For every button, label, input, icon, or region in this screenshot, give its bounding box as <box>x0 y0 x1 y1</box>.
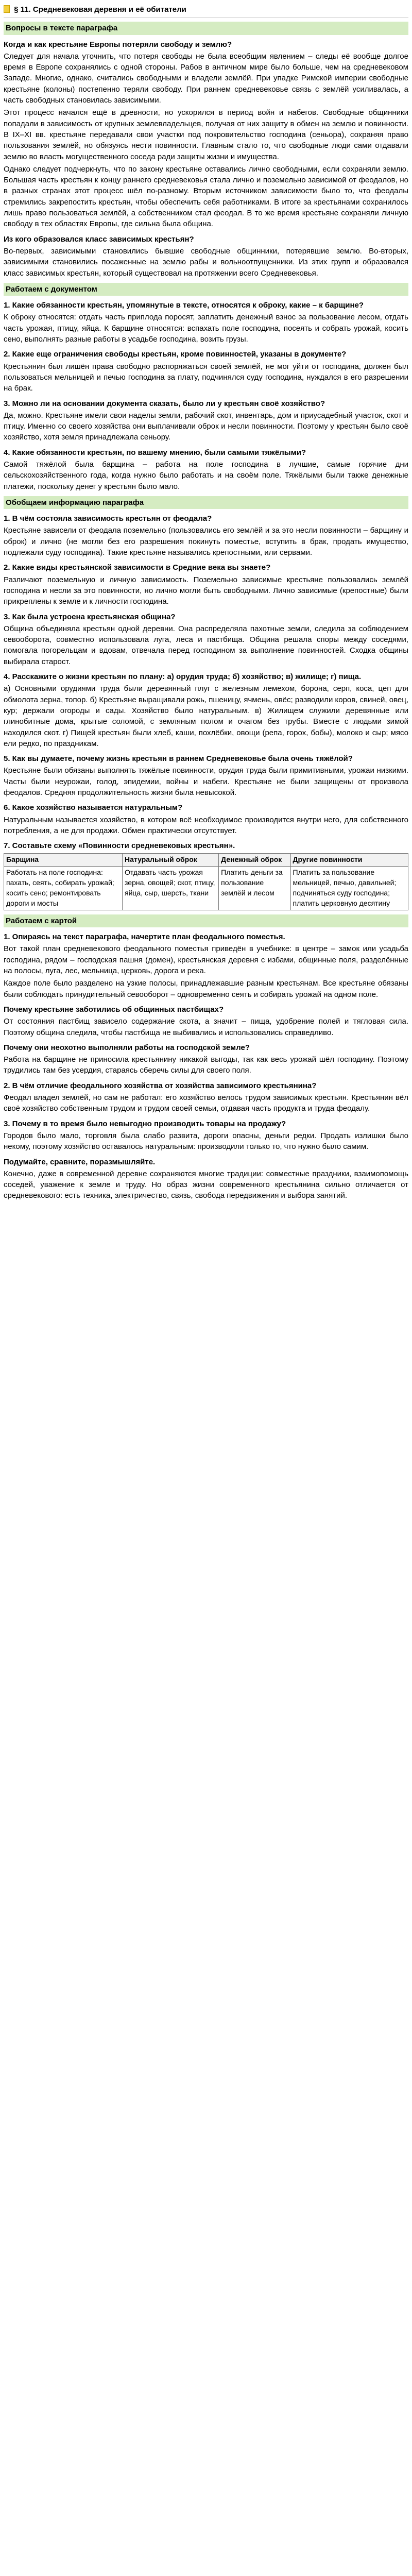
table-cell: Работать на поле господина: пахать, сеять, собирать урожай; косить сено; ремонтировать дороги и мосты <box>4 867 123 910</box>
answer-paragraph: Конечно, даже в современной деревне сохраняются многие традиции: совместные праздники, взаимопомощь соседей, уважение к земле и труду. Но образ жизни современного крестьянина сильно отличается от средневекового: есть техника, электричество, связь, свобода передвижения и выбора занятий. <box>4 1169 408 1200</box>
question: 3. Можно ли на основании документа сказать, было ли у крестьян своё хозяйство? <box>4 399 325 408</box>
document-icon <box>4 5 10 13</box>
question: 6. Какое хозяйство называется натуральным? <box>4 803 183 812</box>
answer-paragraph: Следует для начала уточнить, что потеря свободы не была всеобщим явлением – следы её вообще долгое время в Европе сохранялись с одной стороны. Рабов в античном мире было больше, чем на средневековом Западе. Многие, однако, считались свободными и владели землёй. При упадке Римской империи свободные крестьяне (колоны) постепенно теряли свободу. При раннем средневековье связь с землёй усиливалась, а часть свободных становилась зависимыми. <box>4 52 408 105</box>
answer-paragraph: Крестьяне зависели от феодала поземельно (пользовались его землёй и за это несли повинности – барщину и оброк) и лично (не могли без его разрешения покинуть поместье, вступить в брак, продать имущество, подлежали суду господина). Такие крестьяне назывались крепостными, или сервами. <box>4 526 408 557</box>
table-cell: Отдавать часть урожая зерна, овощей; скот, птицу, яйца, сыр, шерсть, ткани <box>123 867 219 910</box>
question: Подумайте, сравните, поразмышляйте. <box>4 1157 156 1166</box>
duties-table <box>4 853 408 910</box>
table-cell: Платить деньги за пользование землёй и лесом <box>219 867 290 910</box>
answer-paragraph: Феодал владел землёй, но сам не работал: его хозяйство велось трудом зависимых крестьян. Крестьянин вёл своё хозяйство собственным трудом и трудом своей семьи, отдавая часть продукта и труда феодалу. <box>4 1093 408 1113</box>
answer-paragraph: От состояния пастбищ зависело содержание скота, а значит – пища, удобрение полей и тягловая сила. Поэтому община следила, чтобы пастбища не выбивались и использовались справедливо. <box>4 1017 408 1037</box>
answer-paragraph: Во-первых, зависимыми становились бывшие свободные общинники, потерявшие землю. Во-вторых, зависимыми становились посаженные на землю рабы и вольноотпущенники. Из этих групп и образовался класс зависимых крестьян, который существовал на протяжении всего Средневековья. <box>4 246 408 278</box>
section-heading: Вопросы в тексте параграфа <box>4 22 408 35</box>
question: 1. Какие обязанности крестьян, упомянутые в тексте, относятся к оброку, какие – к барщине? <box>4 301 364 310</box>
question: Из кого образовался класс зависимых крестьян? <box>4 234 194 244</box>
section-heading: Обобщаем информацию параграфа <box>4 496 408 509</box>
section-heading: Работаем с документом <box>4 283 408 296</box>
table-header-cell: Барщина <box>4 854 123 867</box>
question: 7. Составьте схему «Повинности средневековых крестьян». <box>4 841 235 851</box>
question: 1. Опираясь на текст параграфа, начертите план феодального поместья. <box>4 933 285 942</box>
question: 1. В чём состояла зависимость крестьян от феодала? <box>4 514 212 523</box>
question: 5. Как вы думаете, почему жизнь крестьян в раннем Средневековье была очень тяжёлой? <box>4 754 353 764</box>
question: 3. Как была устроена крестьянская община? <box>4 612 176 621</box>
answer-paragraph: Крестьяне были обязаны выполнять тяжёлые повинности, орудия труда были примитивными, урожаи низкими. Часты были неурожаи, голод, эпидемии, войны и набеги. Крестьяне не были защищены от произвола феодалов. Средняя продолжительность жизни была невысокой. <box>4 766 408 797</box>
answer-paragraph: Натуральным называется хозяйство, в котором всё необходимое производится внутри него, для собственного потребления, а не для продажи. Обмен практически отсутствует. <box>4 815 408 835</box>
table-header-cell: Другие повинности <box>290 854 408 867</box>
answer-paragraph: Этот процесс начался ещё в древности, но ускорился в период войн и набегов. Свободные общинники попадали в зависимость от крупных землевладельцев, получая от них защиту в обмен на землю и повинности. В IX–XI вв. крестьяне передавали свои участки под покровительство господина (сеньора), сохраняя право пользования землёй, но обязуясь нести повинности. Главным стало то, что свободные люди сами отдавали землю во власть могущественного соседа ради защиты жизни и имущества. <box>4 108 408 161</box>
breadcrumb <box>4 4 408 15</box>
question: 4. Какие обязанности крестьян, по вашему мнению, были самыми тяжёлыми? <box>4 448 306 457</box>
answer-paragraph: Вот такой план средневекового феодального поместья приведён в учебнике: в центре – замок или усадьба господина, рядом – господская пашня (домен), крестьянская деревня с избами, общинные поля, разделённые на полосы, луга, лес, мельница, церковь, дорога и река. <box>4 944 408 976</box>
answer-paragraph: К оброку относятся: отдать часть приплода поросят, заплатить денежный взнос за пользование лесом, отдать часть урожая, птицу, яйца. К барщине относятся: вспахать поле господина, посеять и собрать урожай, косить сено, выполнять разные работы в усадьбе господина, возить грузы. <box>4 313 408 344</box>
question: 4. Расскажите о жизни крестьян по плану: а) орудия труда; б) хозяйство; в) жилище; г) пища. <box>4 672 362 682</box>
answer-paragraph: Самой тяжёлой была барщина – работа на поле господина в лучшие, самые горячие дни сельскохозяйственного года, когда нужно было работать и на своём поле. Тяжёлыми были также денежные платежи, поскольку денег у крестьян было мало. <box>4 460 408 491</box>
page <box>0 0 412 1213</box>
question: Почему крестьяне заботились об общинных пастбищах? <box>4 1005 224 1014</box>
answer-paragraph: Работа на барщине не приносила крестьянину никакой выгоды, так как весь урожай шёл господину. Поэтому трудились там без усердия, стараясь сберечь силы для своего поля. <box>4 1055 408 1075</box>
table-header-cell: Натуральный оброк <box>123 854 219 867</box>
table-cell: Платить за пользование мельницей, печью, давильней; подчиняться суду господина; платить церковную десятину <box>290 867 408 910</box>
breadcrumb-text: § 11. Средневековая деревня и её обитатели <box>14 5 186 14</box>
table-header-cell: Денежный оброк <box>219 854 290 867</box>
answer-paragraph: Община объединяла крестьян одной деревни. Она распределяла пахотные земли, следила за соблюдением севооборота, совместно использовала луга, леса и пастбища. Община решала споры между соседями, помогала погорельцам и вдовам, отвечала перед господином за выполнение повинностей. Сходка общины выбирала старост. <box>4 624 408 666</box>
table-row <box>4 867 408 910</box>
answer-paragraph: Да, можно. Крестьяне имели свои наделы земли, рабочий скот, инвентарь, дом и приусадебный участок, скот и птицу. Именно со своего хозяйства они выплачивали оброк и несли повинности. Поэтому у крестьян было своё хозяйство, хотя земля принадлежала сеньору. <box>4 411 408 442</box>
answer-paragraph: Каждое поле было разделено на узкие полосы, принадлежавшие разным крестьянам. Все крестьяне обязаны были соблюдать принудительный севооборот – одновременно сеять и собирать урожай на одном поле. <box>4 979 408 999</box>
section-heading: Работаем с картой <box>4 914 408 927</box>
question: Почему они неохотно выполняли работы на господской земле? <box>4 1043 250 1052</box>
question: Когда и как крестьяне Европы потеряли свободу и землю? <box>4 40 232 49</box>
answer-paragraph: Крестьянин был лишён права свободно распоряжаться своей землёй, не мог уйти от господина, должен был пользоваться мельницей и печью господина за плату, подчинялся суду господина, нуждался в его разрешении на брак. <box>4 362 408 393</box>
answer-paragraph: Различают поземельную и личную зависимость. Поземельно зависимые крестьяне пользовались землёй господина и несли за это повинности, но лично могли быть свободными. Лично зависимые (крепостные) были прикреплены к земле и к личности господина. <box>4 575 408 606</box>
question: 2. В чём отличие феодального хозяйства от хозяйства зависимого крестьянина? <box>4 1081 317 1090</box>
question: 2. Какие виды крестьянской зависимости в Средние века вы знаете? <box>4 563 271 572</box>
divider <box>4 17 408 18</box>
content <box>4 22 408 1201</box>
question: 2. Какие еще ограничения свободы крестьян, кроме повинностей, указаны в документе? <box>4 350 347 359</box>
answer-paragraph: Городов было мало, торговля была слабо развита, дороги опасны, деньги редки. Продать излишки было некому, поэтому хозяйство оставалось натуральным: производили только то, что нужно было самим. <box>4 1131 408 1151</box>
answer-paragraph: Однако следует подчеркнуть, что по закону крестьяне оставались лично свободными, если сохраняли землю. Большая часть крестьян к концу раннего средневековья стала лично и поземельно зависимой от феодалов, но в разных странах этот процесс шёл по-разному. Вторым источником зависимости было то, что феодалы стремились закрепостить крестьян, чтобы обеспечить себя работниками. В итоге за крестьянами сохранилось лишь право пользоваться землёй, а собственником стал феодал. В то же время крестьяне сохраняли личную свободу в тех областях Европы, где сильна была община. <box>4 164 408 229</box>
answer-paragraph: а) Основными орудиями труда были деревянный плуг с железным лемехом, борона, серп, коса, цеп для обмолота зерна, топор. б) Крестьяне выращивали рожь, пшеницу, ячмень, овёс; разводили коров, свиней, овец, кур; держали огороды и сады. Хозяйство было натуральным. в) Жилищем служили деревянные или глинобитные дома, крытые соломой, с земляным полом и очагом без трубы. Вместе с людьми зимой находился скот. г) Пищей крестьян были хлеб, каши, похлёбки, овощи (репа, горох, бобы), молоко и сыр; мясо ели редко, по праздникам. <box>4 684 408 748</box>
question: 3. Почему в то время было невыгодно производить товары на продажу? <box>4 1119 286 1128</box>
